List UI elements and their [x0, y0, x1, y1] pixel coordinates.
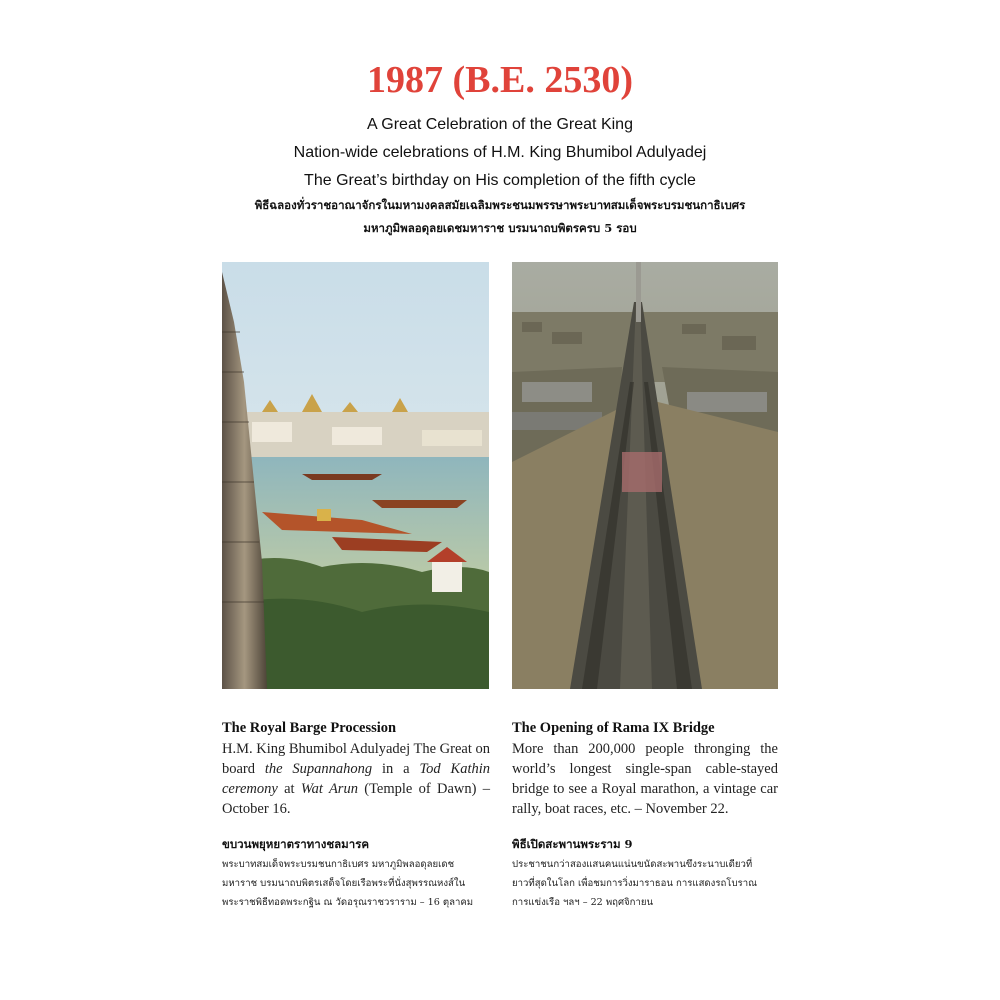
right-caption-body: More than 200,000 people thronging the world’s longest single-span cable-stayed bridge to see a Royal marathon, a vintage car rally, boat races, etc. – November 22.	[512, 741, 778, 817]
left-caption-text-1: H.M. King Bhumibol Adulyadej The Great on board	[222, 741, 490, 777]
left-caption-text-2: in a	[372, 761, 420, 777]
subtitle-line-3: The Great’s birthday on His completion of the fifth cycle	[304, 172, 696, 189]
thai-subtitle-line-2: มหาภูมิพลอดุลยเดชมหาราช บรมนาถบพิตรครบ 5 รอบ	[363, 221, 637, 235]
left-caption-text-3: at	[277, 781, 301, 797]
thai-subtitle-line-1: พิธีฉลองทั่วราชอาณาจักรในมหามงคลสมัยเฉลิมพระชนมพรรษาพระบาทสมเด็จพระบรมชนกาธิเบศร	[254, 198, 746, 212]
subtitle-line-1: A Great Celebration of the Great King	[367, 116, 633, 133]
left-caption-italic-2: Tod Kathin ceremony	[222, 761, 491, 797]
right-thai-line-1: ประชาชนกว่าสองแสนคนแน่นขนัดสะพานขึงระนาบเดียวที่	[512, 859, 753, 870]
right-thai-line-3: การแข่งเรือ ฯลฯ – 22 พฤศจิกายน	[512, 897, 654, 908]
page-title: 1987 (B.E. 2530)	[367, 59, 633, 101]
right-caption-title: The Opening of Rama IX Bridge	[512, 720, 715, 736]
left-caption-italic-1: the Supannahong	[264, 761, 373, 777]
royal-barge-procession-photo	[222, 262, 489, 689]
rama-ix-bridge-aerial-photo	[512, 262, 778, 689]
left-caption-body	[222, 739, 490, 819]
left-caption-title: The Royal Barge Procession	[222, 720, 397, 736]
left-caption-italic-3: Wat Arun	[300, 781, 358, 797]
right-thai-body	[512, 855, 787, 912]
left-thai-line-1: พระบาทสมเด็จพระบรมชนกาธิเบศร มหาภูมิพลอดุลยเดช	[222, 859, 455, 870]
right-thai-title: พิธีเปิดสะพานพระราม 9	[512, 837, 633, 851]
left-caption-text-4: (Temple of Dawn) – October 16.	[222, 781, 491, 817]
subtitle-line-2: Nation-wide celebrations of H.M. King Bhumibol Adulyadej	[293, 144, 707, 161]
right-thai-line-2: ยาวที่สุดในโลก เพื่อชมการวิ่งมาราธอน การแสดงรถโบราณ	[512, 878, 757, 889]
left-thai-body	[222, 855, 497, 912]
left-thai-line-2: มหาราช บรมนาถบพิตรเสด็จโดยเรือพระที่นั่งสุพรรณหงส์ใน	[222, 878, 466, 889]
left-thai-title: ขบวนพยุหยาตราทางชลมารค	[222, 837, 370, 851]
left-thai-line-3: พระราชพิธีทอดพระกฐิน ณ วัดอรุณราชวราราม – 16 ตุลาคม	[222, 897, 474, 908]
